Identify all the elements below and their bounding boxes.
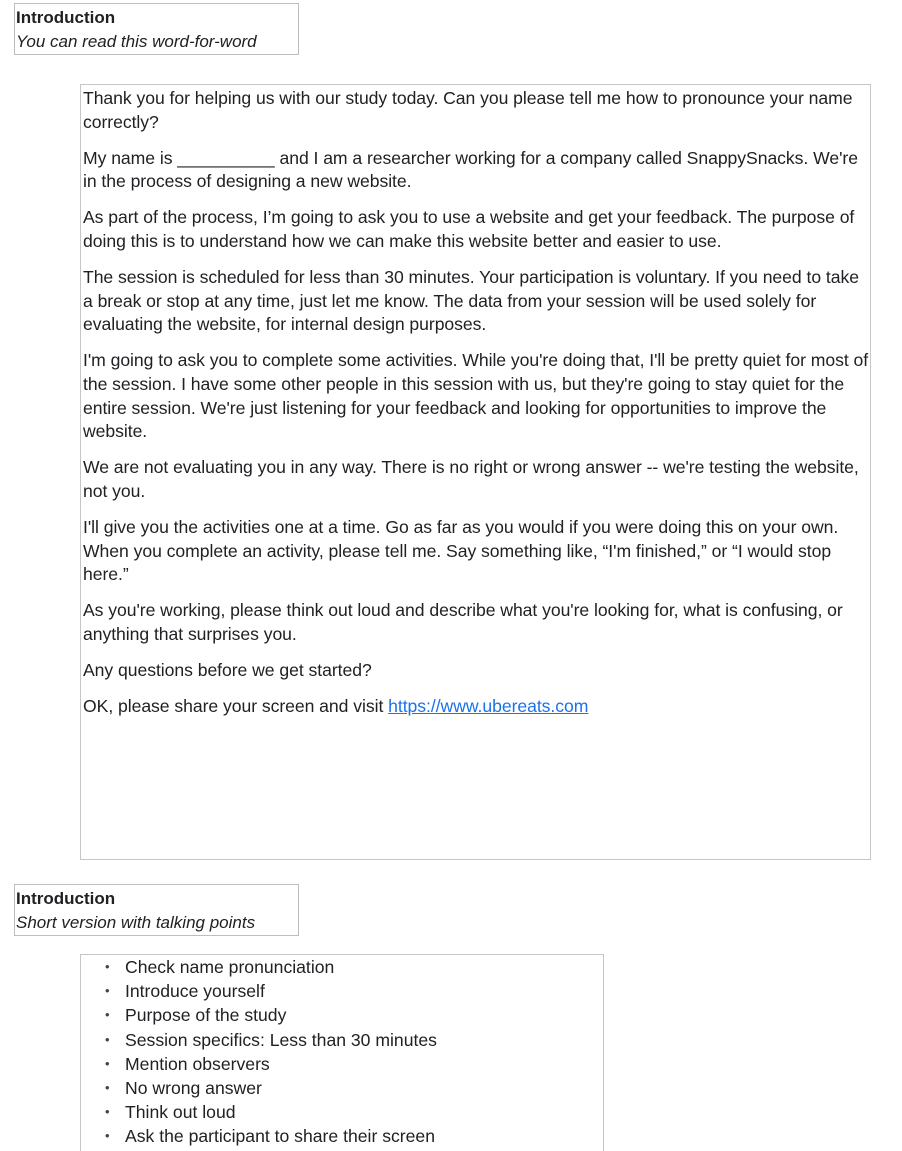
talking-point-text: Ask the participant to share their screen [125, 1126, 436, 1147]
ubereats-link[interactable]: https://www.ubereats.com [388, 695, 589, 716]
bullet-icon: • [105, 959, 110, 974]
bullet-icon: • [105, 1055, 110, 1071]
list-item [105, 1052, 603, 1076]
section-subtitle: Short version with talking points [16, 913, 256, 932]
talking-point-text: Think out loud [125, 1102, 236, 1123]
bullet-icon: • [105, 1128, 110, 1144]
list-item [105, 1028, 603, 1052]
talking-point-text: Introduce yourself [125, 981, 265, 1002]
intro-script-box [80, 84, 871, 860]
script-paragraph: As you're working, please think out loud and describe what you're looking for, what is confusing, or anything that surprises you. [83, 600, 843, 644]
script-paragraph: I'm going to ask you to complete some activities. While you're doing that, I'll be pretty quiet for most of the session. I have some other people in this session with us, but they're going to stay quiet for the entire session. We're just listening for your feedback and looking for opportunities to improve the website. [83, 350, 869, 442]
script-paragraph: We are not evaluating you in any way. There is no right or wrong answer -- we're testing the website, not you. [83, 457, 859, 501]
list-item [105, 1124, 603, 1148]
section-header-short-version [14, 884, 299, 936]
section-title: Introduction [16, 8, 116, 27]
section-header-word-for-word [14, 3, 299, 55]
script-paragraph: The session is scheduled for less than 30 minutes. Your participation is voluntary. If you need to take a break or stop at any time, just let me know. The data from your session will be used solely for evaluating the website, for internal design purposes. [83, 267, 859, 335]
script-paragraph: Any questions before we get started? [83, 659, 372, 680]
bullet-icon: • [105, 1007, 110, 1023]
script-paragraph: I'll give you the activities one at a time. Go as far as you would if you were doing this on your own. When you complete an activity, please tell me. Say something like, “I'm finished,” or “I would stop here.” [83, 516, 839, 585]
talking-point-text: Purpose of the study [125, 1005, 287, 1026]
list-item [105, 979, 603, 1003]
list-item [105, 1003, 603, 1027]
list-item [105, 955, 603, 979]
script-closing-paragraph [83, 695, 870, 719]
talking-point-text: Check name pronunciation [125, 957, 335, 977]
list-item [105, 1100, 603, 1124]
section-title: Introduction [16, 889, 116, 908]
talking-point-text: Mention observers [125, 1053, 270, 1074]
list-item [105, 1076, 603, 1100]
script-paragraph: As part of the process, I’m going to ask you to use a website and get your feedback. The purpose of doing this is to understand how we can make this website better and easier to use. [83, 207, 855, 251]
script-paragraph: My name is __________ and I am a researcher working for a company called SnappySnacks. We're in the process of designing a new website. [83, 147, 858, 192]
bullet-icon: • [105, 1031, 110, 1047]
script-paragraph: Thank you for helping us with our study today. Can you please tell me how to pronounce your name correctly? [83, 88, 853, 132]
talking-point-text: Session specifics: Less than 30 minutes [125, 1029, 437, 1050]
talking-points-box [80, 954, 604, 1151]
section-subtitle: You can read this word-for-word [16, 32, 257, 51]
talking-points-list [81, 955, 603, 1149]
bullet-icon: • [105, 1104, 110, 1120]
closing-text: OK, please share your screen and visit [83, 695, 389, 716]
talking-point-text: No wrong answer [125, 1078, 262, 1099]
bullet-icon: • [105, 983, 110, 999]
bullet-icon: • [105, 1080, 110, 1096]
